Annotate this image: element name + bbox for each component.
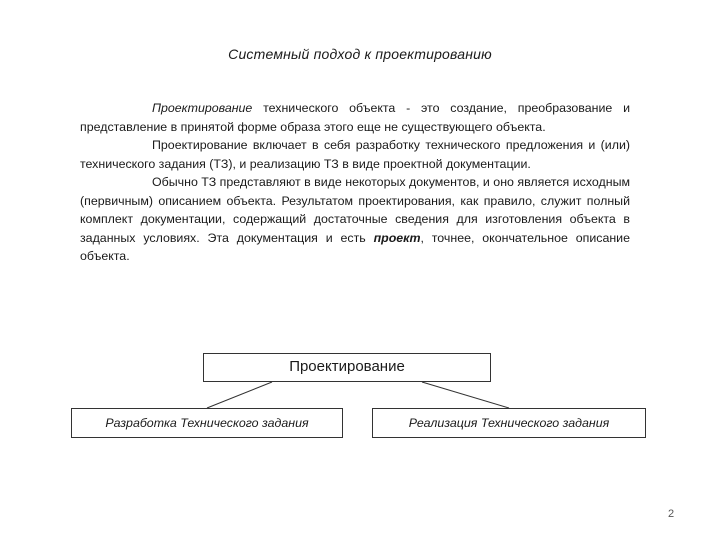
term-design: Проектирование: [152, 101, 253, 115]
term-project: проект: [373, 230, 421, 245]
paragraph-includes: Проектирование включает в себя разработку технического предложения и (или) технического задания (ТЗ), и реализацию ТЗ в виде проектной документации.: [80, 138, 630, 171]
result-text-after: , точнее, окончательное описание объекта.: [80, 230, 630, 263]
connector-left: [207, 382, 272, 408]
diagram-root-box: Проектирование: [203, 353, 491, 382]
page-number: 2: [668, 508, 675, 520]
slide-title: Системный подход к проектированию: [228, 46, 492, 62]
diagram-right-box: Реализация Технического задания: [372, 408, 646, 438]
definition-text: технического объекта - это создание, преобразование и представление в принятой форме образа этого еще не существующего объекта.: [80, 101, 630, 134]
result-text-before: Обычно ТЗ представляют в виде некоторых документов, и оно является исходным (первичным) описанием объекта. Результатом проектирования, как правило, служит полный комплект документации, содержащий достаточные сведения для изготовления объекта в заданных условиях. Эта документация и есть: [80, 175, 630, 245]
connector-right: [422, 382, 509, 408]
diagram-left-box: Разработка Технического задания: [71, 408, 343, 438]
